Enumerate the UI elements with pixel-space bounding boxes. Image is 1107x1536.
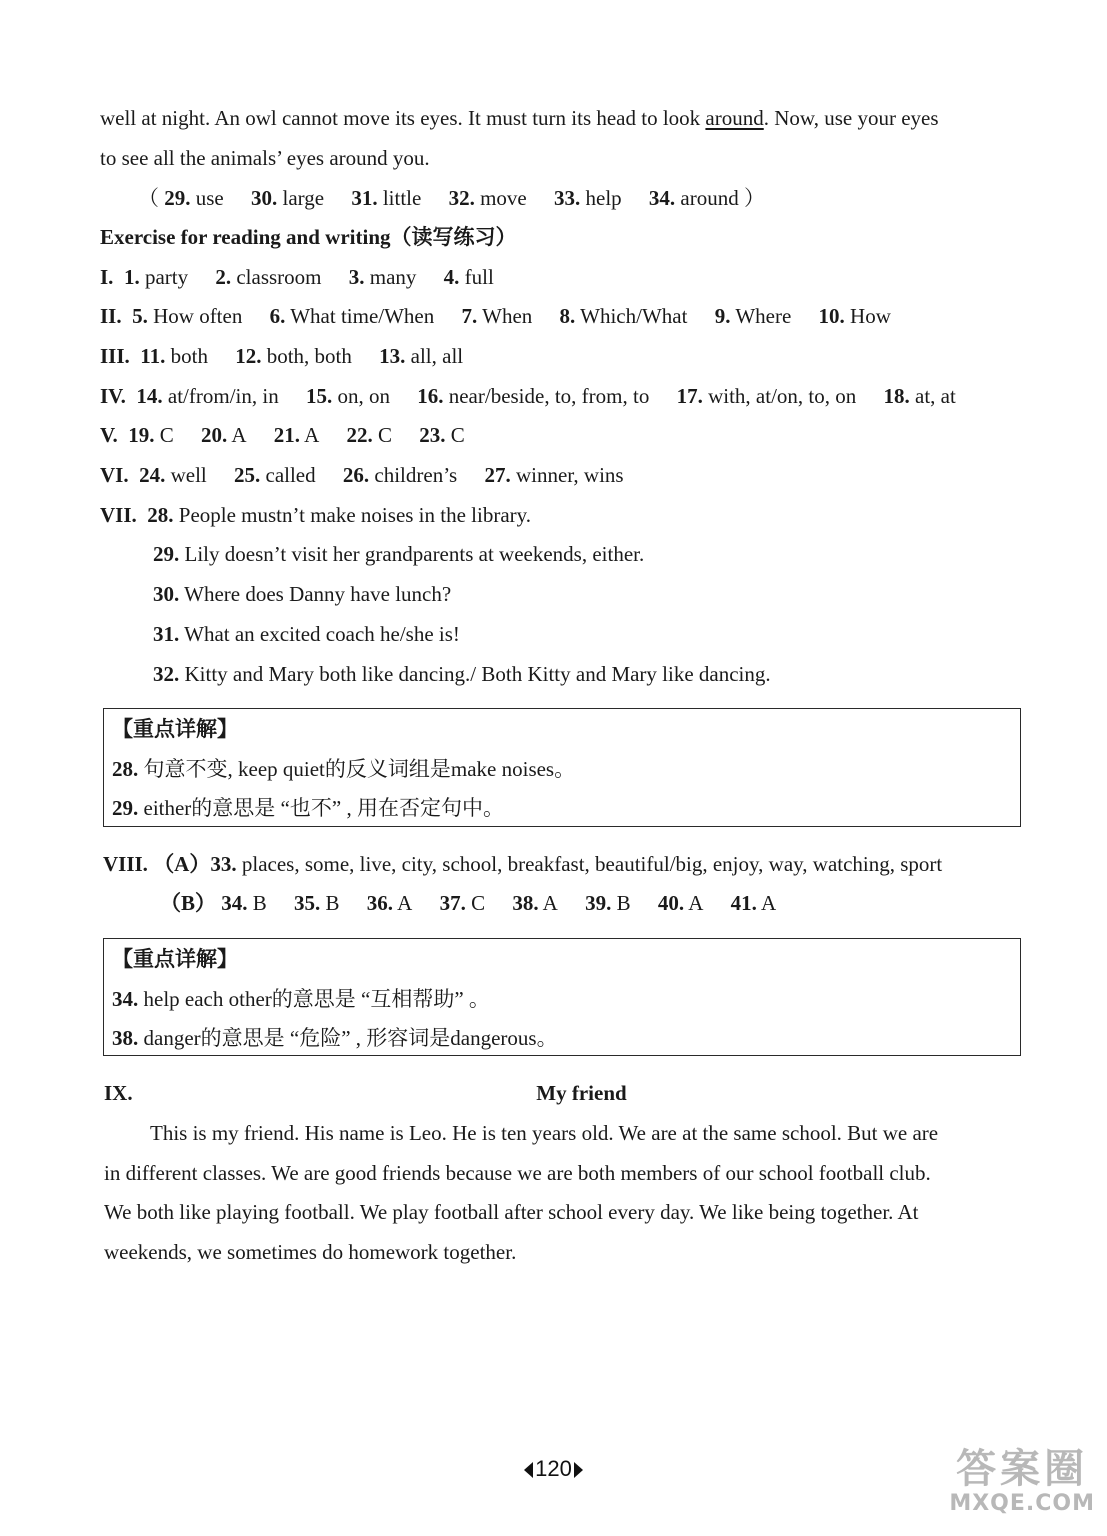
- box-title: 【重点详解】: [112, 947, 238, 971]
- explanation: help each other的意思是 “互相帮助” 。: [143, 987, 490, 1011]
- section-8-b: [160, 889, 776, 917]
- box-line: [112, 985, 490, 1013]
- answer: A: [688, 891, 704, 915]
- q-num: 2.: [215, 265, 232, 289]
- section-8-a: [103, 850, 942, 878]
- explanation: either的意思是 “也不” , 用在否定句中。: [143, 796, 504, 820]
- section-7-line-32: [153, 660, 771, 688]
- heading-zh: （读写练习）: [390, 225, 517, 249]
- q-num: 26.: [342, 463, 370, 487]
- roman-numeral: II.: [100, 304, 122, 328]
- q-num: 30.: [251, 186, 278, 210]
- key-points-box-1: [103, 708, 1021, 827]
- answer: How often: [153, 304, 243, 328]
- roman-numeral: IV.: [100, 384, 126, 408]
- section-3: [100, 342, 463, 370]
- q-num: 40.: [657, 891, 685, 915]
- triangle-right-icon: [574, 1462, 583, 1478]
- answer: both, both: [266, 344, 352, 368]
- box-line: [112, 794, 504, 822]
- q-num: 6.: [269, 304, 286, 328]
- section-7-line-30: [153, 580, 451, 608]
- q-num: 27.: [484, 463, 511, 487]
- section-7-line-28: [100, 501, 531, 529]
- answer: on, on: [337, 384, 390, 408]
- answer: many: [369, 265, 417, 289]
- q-num: 19.: [128, 423, 155, 447]
- q-num: 9.: [714, 304, 731, 328]
- q-num: 32.: [448, 186, 475, 210]
- q-num: 1.: [123, 265, 140, 289]
- answer: well: [170, 463, 207, 487]
- triangle-left-icon: [524, 1462, 533, 1478]
- answer: A: [231, 423, 247, 447]
- answer: children’s: [374, 463, 458, 487]
- q-num: 28.: [112, 757, 139, 781]
- answer: Which/What: [580, 304, 688, 328]
- answer: near/beside, to, from, to: [448, 384, 650, 408]
- bracket-close: ）: [743, 186, 765, 210]
- answer: little: [382, 186, 422, 210]
- answer: A: [760, 891, 777, 915]
- answer: both: [170, 344, 208, 368]
- roman-numeral: V.: [100, 423, 118, 447]
- q-num: 18.: [883, 384, 910, 408]
- explanation: 句意不变, keep quiet的反义词组是make noises。: [143, 757, 576, 781]
- answer: Where does Danny have lunch?: [184, 582, 452, 606]
- passage-text: . Now, use your eyes: [763, 106, 939, 130]
- q-num: 24.: [139, 463, 166, 487]
- q-num: 38.: [112, 1026, 139, 1050]
- page-number: [0, 1455, 1107, 1483]
- section-2: [100, 302, 891, 330]
- q-num: 10.: [818, 304, 845, 328]
- q-num: 36.: [366, 891, 394, 915]
- passage-line-2: to see all the animals’ eyes around you.: [100, 146, 430, 170]
- answer: called: [265, 463, 316, 487]
- page-number-text: 120: [535, 1456, 572, 1481]
- box-line: [112, 755, 575, 783]
- answer: Where: [735, 304, 792, 328]
- answer: C: [471, 891, 486, 915]
- answer: party: [144, 265, 189, 289]
- essay-line-3: We both like playing football. We play football after school every day. We like being together. At: [104, 1200, 919, 1224]
- answer: with, at/on, to, on: [708, 384, 857, 408]
- answer: A: [304, 423, 320, 447]
- watermark-url: MXQE.COM: [949, 1491, 1095, 1516]
- section-5: [100, 421, 465, 449]
- passage-text: well at night. An owl cannot move its eyes. It must turn its head to look: [100, 106, 706, 130]
- roman-numeral: VII.: [100, 503, 137, 527]
- watermark-text: 答案圈: [956, 1446, 1089, 1492]
- answer: at, at: [915, 384, 956, 408]
- q-num: 35.: [294, 891, 321, 915]
- answer: B: [325, 891, 340, 915]
- q-num: 34.: [112, 987, 139, 1011]
- heading-en: Exercise for reading and writing: [100, 225, 391, 249]
- q-num: 33.: [210, 852, 237, 876]
- q-num: 14.: [136, 384, 163, 408]
- answer: winner, wins: [515, 463, 624, 487]
- answer: move: [480, 186, 527, 210]
- q-num: 41.: [730, 891, 757, 915]
- q-num: 7.: [461, 304, 478, 328]
- answer: full: [464, 265, 494, 289]
- essay-line-1: This is my friend. His name is Leo. He is ten years old. We are at the same school. But we are: [150, 1121, 939, 1145]
- q-num: 3.: [348, 265, 365, 289]
- q-num: 39.: [585, 891, 612, 915]
- q-num: 31.: [351, 186, 378, 210]
- answer: When: [482, 304, 533, 328]
- q-num: 16.: [417, 384, 444, 408]
- section-7-line-29: [153, 540, 644, 568]
- roman-numeral: VIII.: [103, 852, 148, 876]
- answer: A: [397, 891, 413, 915]
- answer: B: [616, 891, 631, 915]
- q-num: 33.: [554, 186, 581, 210]
- bracket-open: （: [138, 186, 159, 210]
- q-num: 34.: [221, 891, 248, 915]
- roman-numeral: III.: [100, 344, 130, 368]
- passage-line-1: [100, 104, 939, 132]
- section-1: [100, 263, 494, 291]
- answer: A: [542, 891, 558, 915]
- section-6: [100, 461, 624, 489]
- q-num: 12.: [235, 344, 262, 368]
- answer: around: [680, 186, 739, 210]
- q-num: 23.: [419, 423, 446, 447]
- essay-line-2: in different classes. We are good friends because we are both members of our school football club.: [104, 1161, 931, 1185]
- answers-29-34: [138, 184, 765, 212]
- q-num: 34.: [648, 186, 676, 210]
- q-num: 29.: [164, 186, 191, 210]
- q-num: 29.: [153, 542, 180, 566]
- answer: help: [585, 186, 622, 210]
- q-num: 22.: [346, 423, 373, 447]
- q-num: 32.: [153, 662, 180, 686]
- q-num: 5.: [132, 304, 148, 328]
- q-num: 11.: [140, 344, 166, 368]
- answer: all, all: [410, 344, 464, 368]
- q-num: 20.: [200, 423, 228, 447]
- q-num: 17.: [676, 384, 703, 408]
- part-label: （B）: [160, 891, 217, 915]
- answer: C: [450, 423, 465, 447]
- answer: C: [159, 423, 174, 447]
- answer: What an excited coach he/she is!: [184, 622, 460, 646]
- q-num: 21.: [273, 423, 300, 447]
- part-label: （A）: [153, 852, 211, 876]
- answer: Lily doesn’t visit her grandparents at weekends, either.: [184, 542, 645, 566]
- q-num: 31.: [153, 622, 180, 646]
- q-num: 8.: [559, 304, 576, 328]
- q-num: 25.: [234, 463, 261, 487]
- section-9-roman: IX.: [104, 1081, 133, 1105]
- q-num: 28.: [147, 503, 174, 527]
- q-num: 15.: [305, 384, 333, 408]
- answer: use: [195, 186, 224, 210]
- section-7-line-31: [153, 620, 460, 648]
- answer: People mustn’t make noises in the library.: [178, 503, 532, 527]
- answer: at/from/in, in: [167, 384, 279, 408]
- box-line: [112, 1024, 558, 1052]
- answer: places, some, live, city, school, breakfast, beautiful/big, enjoy, way, watching, sport: [241, 852, 943, 876]
- q-num: 29.: [112, 796, 139, 820]
- section-4: [100, 382, 956, 410]
- underlined-word: around: [705, 106, 764, 130]
- box-title: 【重点详解】: [112, 717, 238, 741]
- explanation: danger的意思是 “危险” , 形容词是dangerous。: [143, 1026, 558, 1050]
- answer: C: [378, 423, 393, 447]
- q-num: 38.: [512, 891, 539, 915]
- q-num: 30.: [153, 582, 180, 606]
- answer: B: [252, 891, 267, 915]
- q-num: 4.: [443, 265, 460, 289]
- key-points-box-2: [103, 938, 1021, 1056]
- answer: Kitty and Mary both like dancing./ Both Kitty and Mary like dancing.: [184, 662, 771, 686]
- essay-line-4: weekends, we sometimes do homework together.: [104, 1240, 517, 1264]
- answer: large: [282, 186, 325, 210]
- answer: classroom: [236, 265, 322, 289]
- watermark-logo: [949, 1446, 1095, 1516]
- answer: What time/When: [290, 304, 435, 328]
- roman-numeral: I.: [100, 265, 114, 289]
- essay-title: My friend: [536, 1081, 627, 1105]
- answer: How: [850, 304, 891, 328]
- q-num: 13.: [379, 344, 406, 368]
- q-num: 37.: [439, 891, 466, 915]
- roman-numeral: VI.: [100, 463, 129, 487]
- section-heading: [100, 223, 517, 251]
